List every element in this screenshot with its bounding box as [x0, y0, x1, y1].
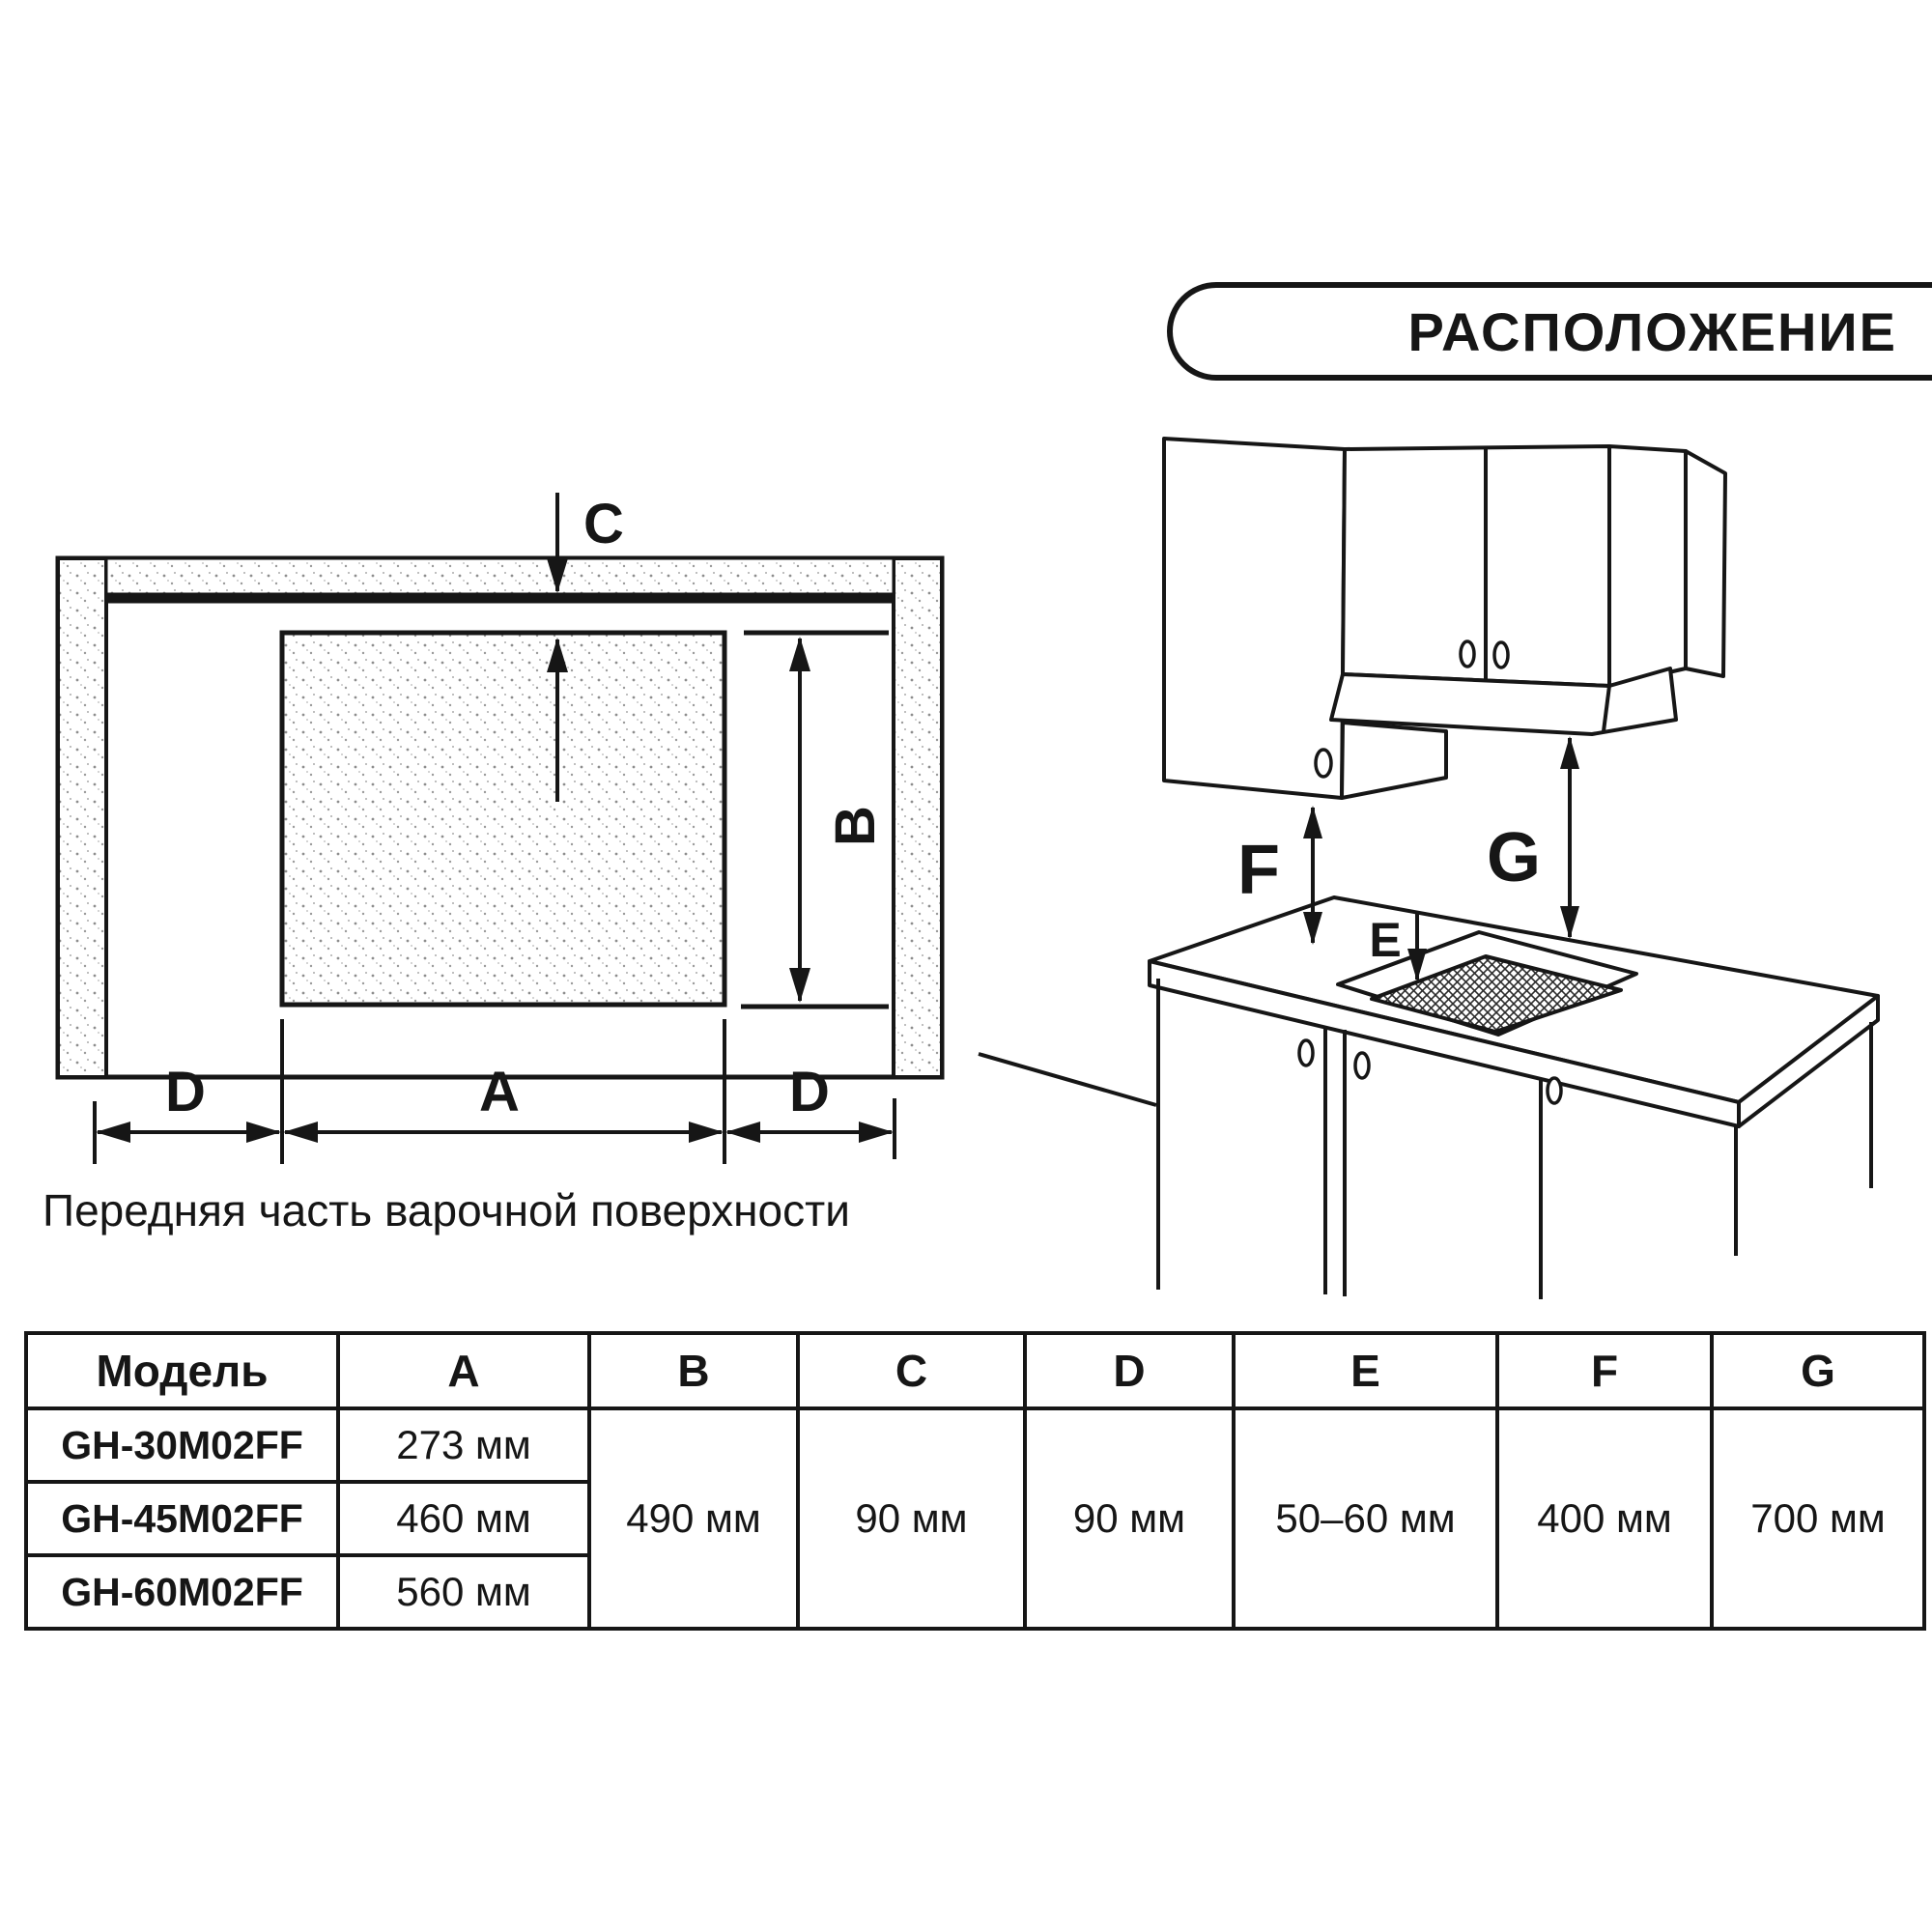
right-wall-strip — [894, 558, 942, 1077]
cutout-front-view-diagram — [39, 483, 1005, 1275]
dim-f-label: F — [1237, 832, 1280, 909]
wall-cabinet-right — [1609, 446, 1686, 686]
value-e-shared: 50–60 мм — [1234, 1408, 1497, 1629]
dim-d-right-label: D — [789, 1061, 830, 1123]
handle-wall-left — [1316, 750, 1331, 777]
value-a: 560 мм — [338, 1555, 589, 1629]
handle-base-1 — [1299, 1040, 1313, 1065]
placement-isometric-diagram — [966, 386, 1932, 1304]
handle-base-2 — [1355, 1053, 1369, 1078]
wall-cabinet-left — [1164, 439, 1345, 798]
hood-duct — [1342, 723, 1446, 798]
dim-b-label: B — [824, 806, 887, 846]
dim-e-label: E — [1369, 913, 1402, 967]
value-b-shared: 490 мм — [589, 1408, 798, 1629]
value-d-shared: 90 мм — [1025, 1408, 1234, 1629]
dim-d-left-label: D — [165, 1061, 206, 1123]
col-header-g: G — [1712, 1333, 1924, 1408]
col-header-d: D — [1025, 1333, 1234, 1408]
value-c-shared: 90 мм — [798, 1408, 1025, 1629]
dim-g-label: G — [1486, 819, 1541, 896]
wall-cabinet-right-side-panel — [1686, 451, 1725, 676]
section-title-pill — [1167, 282, 1932, 381]
section-title: РАСПОЛОЖЕНИЕ — [1407, 300, 1897, 362]
left-wall-strip — [58, 558, 106, 1077]
dimensions-table — [24, 1331, 1926, 1631]
col-header-model: Модель — [26, 1333, 338, 1408]
model-name: GH-30M02FF — [26, 1408, 338, 1482]
handle-base-3 — [1548, 1078, 1561, 1103]
wall-cabinet-middle — [1343, 446, 1609, 686]
col-header-b: B — [589, 1333, 798, 1408]
value-a: 273 мм — [338, 1408, 589, 1482]
cutout-rect — [282, 633, 724, 1005]
value-f-shared: 400 мм — [1497, 1408, 1712, 1629]
value-a: 460 мм — [338, 1482, 589, 1555]
table-header-row — [26, 1333, 1924, 1408]
col-header-a: A — [338, 1333, 589, 1408]
handle-wall-middle-1 — [1461, 641, 1474, 667]
dim-c-label: C — [583, 493, 624, 555]
front-view-caption: Передняя часть варочной поверхности — [43, 1185, 850, 1236]
floor-wall-line — [979, 1054, 1156, 1105]
col-header-c: C — [798, 1333, 1025, 1408]
table-row — [26, 1408, 1924, 1482]
model-name: GH-60M02FF — [26, 1555, 338, 1629]
col-header-e: E — [1234, 1333, 1497, 1408]
dim-a-label: A — [479, 1061, 520, 1123]
model-name: GH-45M02FF — [26, 1482, 338, 1555]
col-header-f: F — [1497, 1333, 1712, 1408]
rear-strip — [106, 558, 894, 594]
handle-wall-middle-2 — [1494, 642, 1508, 668]
value-g-shared: 700 мм — [1712, 1408, 1924, 1629]
